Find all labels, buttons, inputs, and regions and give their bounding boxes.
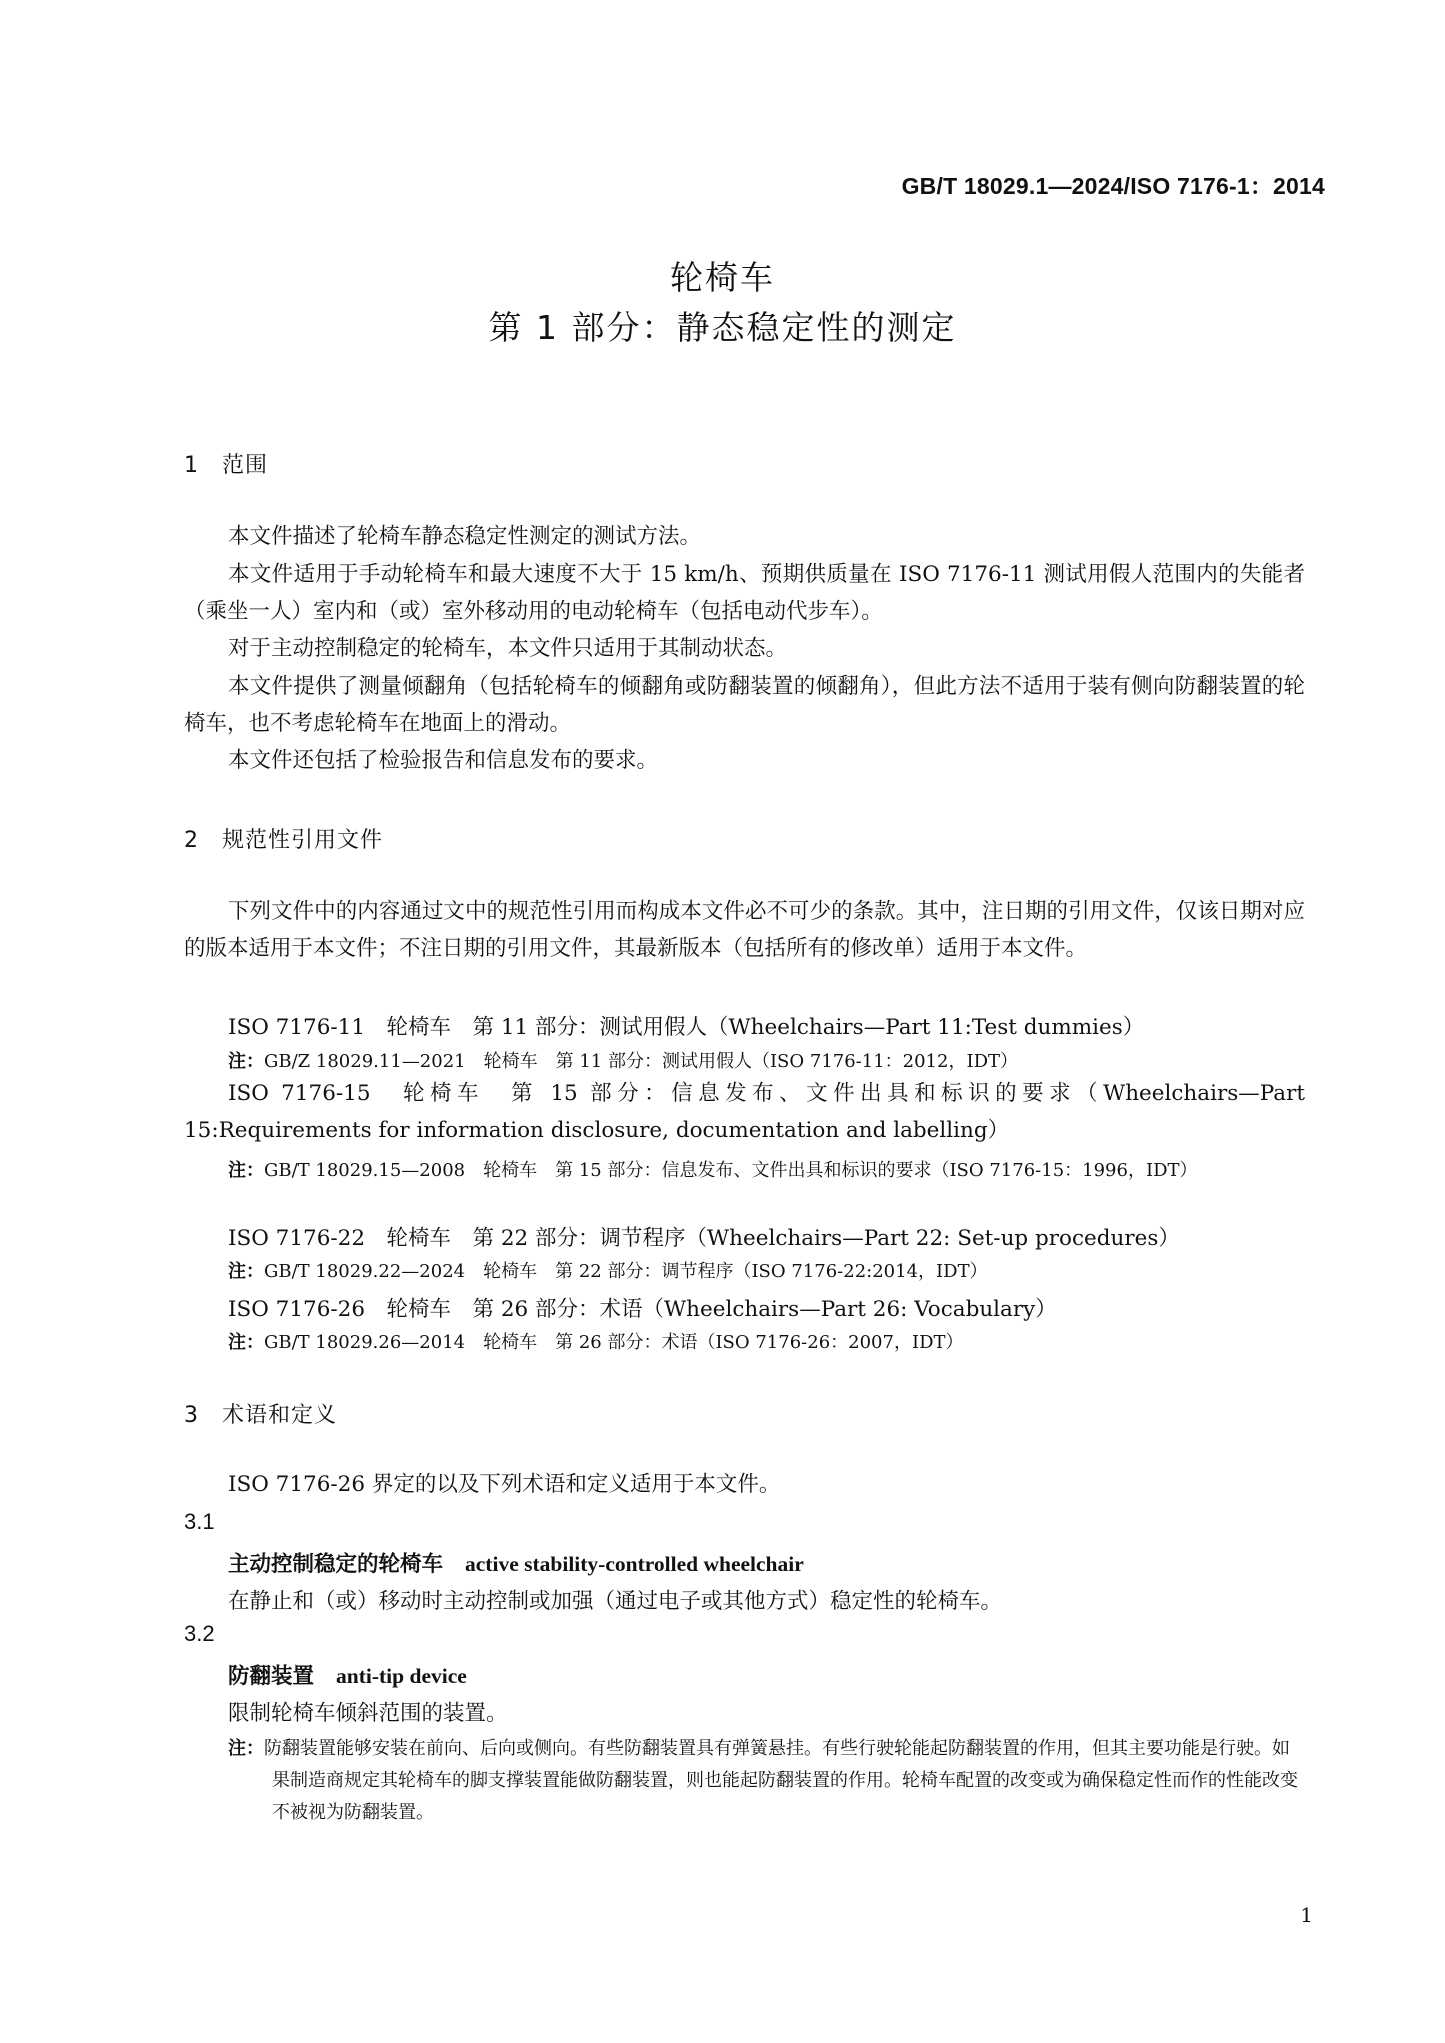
paragraph: 下列文件中的内容通过文中的规范性引用而构成本文件必不可少的条款。其中，注日期的引用文件，仅该日期对应的版本适用于本文件；不注日期的引用文件，其最新版本（包括所有的修改单）适用于本文件。 bbox=[184, 899, 1305, 961]
note-text: GB/Z 18029.11—2021 轮椅车 第 11 部分：测试用假人（ISO 7176-11：2012，IDT） bbox=[264, 1051, 1019, 1072]
paragraph: 对于主动控制稳定的轮椅车，本文件只适用于其制动状态。 bbox=[228, 636, 788, 661]
reference-item: ISO 7176-22 轮椅车 第 22 部分：调节程序（Wheelchairs—Part 22: Set-up procedures） bbox=[228, 1226, 1180, 1251]
section-number: 1 bbox=[184, 453, 199, 478]
term-definition: 在静止和（或）移动时主动控制或加强（通过电子或其他方式）稳定性的轮椅车。 bbox=[228, 1589, 1003, 1614]
term-note bbox=[228, 1733, 1305, 1829]
note-text: GB/T 18029.26—2014 轮椅车 第 26 部分：术语（ISO 7176-26：2007，IDT） bbox=[264, 1332, 964, 1353]
reference-item: ISO 7176-11 轮椅车 第 11 部分：测试用假人（Wheelchairs—Part 11:Test dummies） bbox=[228, 1015, 1145, 1040]
note-label: 注： bbox=[228, 1738, 264, 1759]
paragraph: 本文件适用于手动轮椅车和最大速度不大于 15 km/h、预期供质量在 ISO 7176-11 测试用假人范围内的失能者（乘坐一人）室内和（或）室外移动用的电动轮椅车（包括电动代步车）。 bbox=[184, 562, 1305, 624]
term-entry bbox=[228, 1547, 804, 1578]
note-label: 注： bbox=[228, 1261, 264, 1282]
paragraph: 本文件提供了测量倾翻角（包括轮椅车的倾翻角或防翻装置的倾翻角），但此方法不适用于装有侧向防翻装置的轮椅车，也不考虑轮椅车在地面上的滑动。 bbox=[184, 674, 1305, 736]
section-1-heading bbox=[184, 448, 268, 479]
standard-code: GB/T 18029.1—2024/ISO 7176-1：2014 bbox=[901, 173, 1325, 199]
reference-note bbox=[228, 1256, 1305, 1287]
note-label: 注： bbox=[228, 1332, 264, 1353]
section-number: 3 bbox=[184, 1403, 199, 1428]
term-entry bbox=[228, 1659, 467, 1690]
term-definition: 限制轮椅车倾斜范围的装置。 bbox=[228, 1701, 508, 1726]
note-text: 防翻装置能够安装在前向、后向或侧向。有些防翻装置具有弹簧悬挂。有些行驶轮能起防翻装置的作用，但其主要功能是行驶。如果制造商规定其轮椅车的脚支撑装置能做防翻装置，则也能起防翻装置的作用。轮椅车配置的改变或为确保稳定性而作的性能改变不被视为防翻装置。 bbox=[264, 1738, 1298, 1823]
clause-number: 3.1 bbox=[184, 1509, 215, 1534]
section-number: 2 bbox=[184, 828, 199, 853]
document-subtitle: 第 1 部分：静态稳定性的测定 bbox=[488, 308, 957, 347]
section-title: 范围 bbox=[222, 453, 269, 478]
document-title: 轮椅车 bbox=[670, 258, 775, 297]
reference-item: ISO 7176-15 轮椅车 第 15 部分：信息发布、文件出具和标识的要求（Wheelchairs—Part 15:Requirements for information disclosure, documentation and labelling） bbox=[184, 1081, 1305, 1143]
note-text: GB/T 18029.15—2008 轮椅车 第 15 部分：信息发布、文件出具和标识的要求（ISO 7176-15：1996，IDT） bbox=[264, 1160, 1198, 1181]
term-chinese: 主动控制稳定的轮椅车 bbox=[228, 1552, 444, 1577]
note-text: GB/T 18029.22—2024 轮椅车 第 22 部分：调节程序（ISO 7176-22:2014，IDT） bbox=[264, 1261, 988, 1282]
paragraph: ISO 7176-26 界定的以及下列术语和定义适用于本文件。 bbox=[228, 1472, 781, 1497]
section-3-heading bbox=[184, 1398, 337, 1429]
term-chinese: 防翻装置 bbox=[228, 1664, 315, 1689]
reference-item: ISO 7176-26 轮椅车 第 26 部分：术语（Wheelchairs—Part 26: Vocabulary） bbox=[228, 1297, 1057, 1322]
section-title: 术语和定义 bbox=[222, 1403, 338, 1428]
note-label: 注： bbox=[228, 1160, 264, 1181]
term-english: anti-tip device bbox=[336, 1664, 467, 1688]
note-label: 注： bbox=[228, 1051, 264, 1072]
clause-number: 3.2 bbox=[184, 1621, 215, 1646]
reference-note bbox=[228, 1046, 1305, 1077]
paragraph: 本文件描述了轮椅车静态稳定性测定的测试方法。 bbox=[228, 524, 702, 549]
paragraph: 本文件还包括了检验报告和信息发布的要求。 bbox=[228, 748, 659, 773]
section-title: 规范性引用文件 bbox=[222, 828, 384, 853]
term-english: active stability-controlled wheelchair bbox=[465, 1552, 804, 1576]
section-2-heading bbox=[184, 823, 383, 854]
reference-note bbox=[228, 1155, 1305, 1186]
reference-note bbox=[228, 1327, 1305, 1358]
page-number: 1 bbox=[1300, 1903, 1313, 1927]
